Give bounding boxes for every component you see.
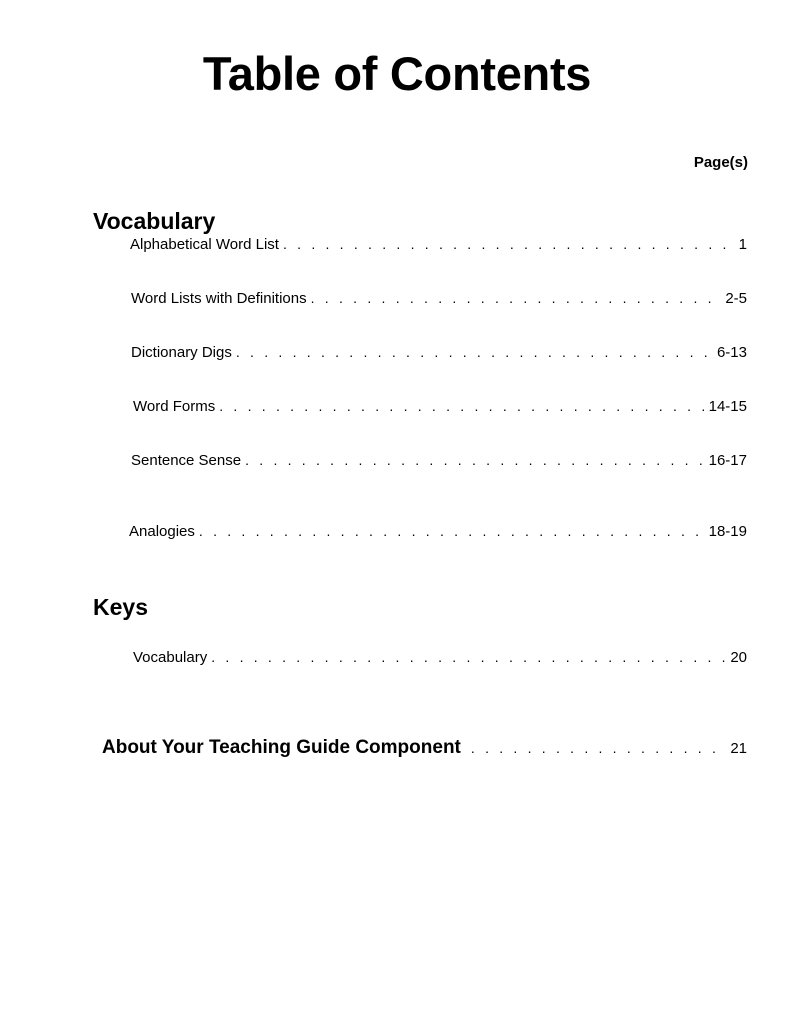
page-title: Table of Contents [202, 47, 592, 100]
toc-entry-pages: 6-13 [716, 344, 747, 361]
toc-entry-label: Analogies [129, 523, 195, 540]
toc-entry[interactable] [133, 648, 747, 667]
toc-entry-pages: 14-15 [708, 398, 747, 415]
dot-leader [245, 451, 706, 469]
dot-leader [219, 397, 705, 415]
toc-entry[interactable] [131, 289, 747, 308]
dot-leader [236, 343, 714, 361]
dot-leader [199, 522, 706, 540]
dot-leader [311, 289, 723, 307]
dot-leader [471, 739, 727, 757]
dot-leader [211, 648, 727, 666]
toc-entry-pages: 1 [738, 236, 747, 253]
toc-entry[interactable] [131, 451, 747, 470]
toc-entry[interactable] [133, 397, 747, 416]
toc-entry[interactable] [129, 522, 747, 541]
section-heading-vocabulary: Vocabulary [93, 208, 216, 234]
toc-entry-pages: 21 [730, 740, 747, 757]
toc-entry-pages: 20 [730, 649, 747, 666]
toc-entry-label: Dictionary Digs [131, 344, 232, 361]
toc-entry-label: About Your Teaching Guide Component [102, 737, 461, 758]
toc-entry-label: Sentence Sense [131, 452, 242, 469]
toc-entry-label: Vocabulary [133, 649, 208, 666]
pages-column-header: Page(s) [693, 154, 748, 171]
toc-entry[interactable] [130, 235, 747, 254]
toc-entry-pages: 2-5 [725, 290, 747, 307]
toc-entry-pages: 18-19 [708, 523, 747, 540]
toc-entry-about[interactable] [102, 739, 747, 758]
toc-entry-label: Word Forms [133, 398, 216, 415]
toc-entry-label: Word Lists with Definitions [131, 290, 307, 307]
toc-entry[interactable] [131, 343, 747, 362]
toc-entry-label: Alphabetical Word List [130, 236, 279, 253]
dot-leader [283, 235, 736, 253]
section-heading-keys: Keys [93, 594, 148, 620]
toc-entry-pages: 16-17 [708, 452, 747, 469]
